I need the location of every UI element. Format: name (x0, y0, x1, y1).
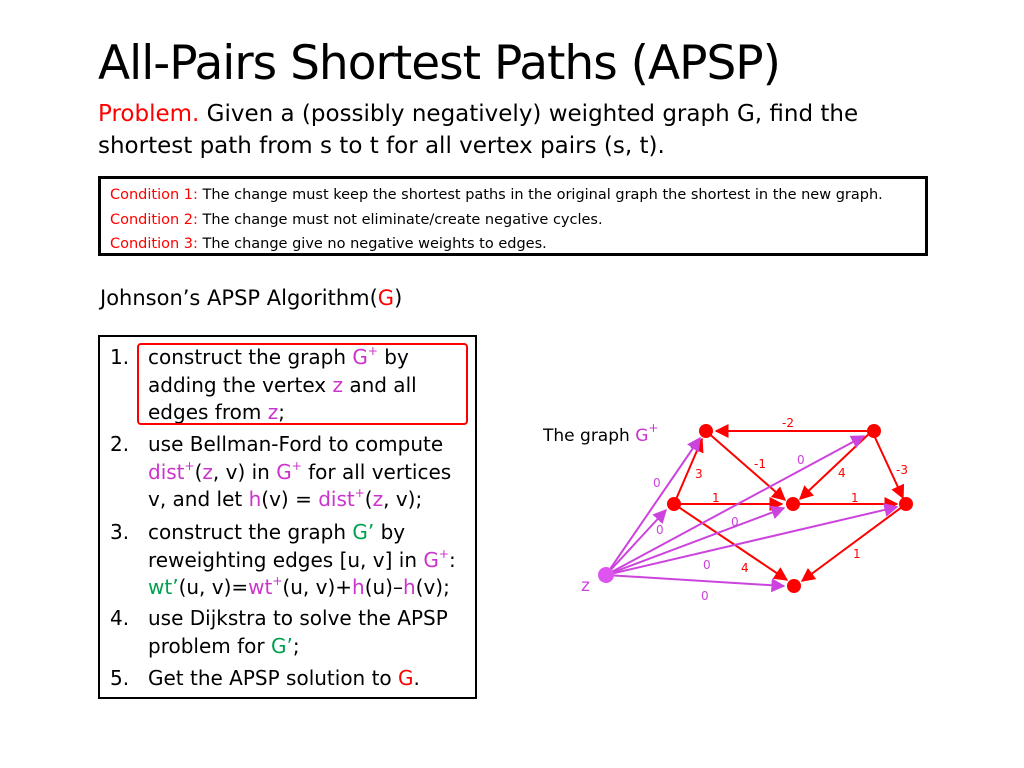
weight-label: 0 (653, 476, 661, 490)
graph-caption-text: The graph (543, 426, 636, 446)
weight-label: 0 (703, 558, 711, 572)
edge-z-c (606, 510, 666, 575)
graph-caption-g: G (635, 426, 649, 446)
vertex-e (899, 497, 913, 511)
step-number: 1. (110, 345, 130, 369)
edge-a-d (706, 431, 785, 500)
weight-label: 0 (701, 589, 709, 603)
step-number: 4. (110, 606, 130, 630)
vertex-z-label: z (581, 576, 590, 596)
condition-label: Condition 1: (110, 187, 198, 203)
vertex-c (667, 497, 681, 511)
step-text: use Bellman-Ford to compute dist+(z, v) in G+ for all vertices v, and let h(v) = dist+(z, v); (148, 432, 452, 511)
weight-label: 4 (741, 561, 749, 575)
condition-text: The change must not eliminate/create negative cycles. (202, 211, 603, 228)
edge-z-f (606, 575, 784, 586)
algorithm-title-suffix: ) (394, 286, 403, 310)
problem-text-line2: shortest path from s to t for all vertex pairs (s, t). (98, 133, 665, 159)
algorithm-title-arg: G (377, 286, 395, 310)
weight-label: -2 (782, 416, 794, 430)
edge-e-f (802, 504, 906, 581)
algorithm-title-prefix: Johnson’s APSP Algorithm( (100, 286, 378, 310)
step-number: 2. (110, 432, 130, 456)
problem-text-line1: Given a (possibly negatively) weighted graph G, find the (199, 101, 859, 127)
graph-caption-sup: + (648, 421, 659, 435)
edge-z-a (606, 438, 700, 575)
vertex-f (787, 579, 801, 593)
step-number: 3. (110, 520, 130, 544)
step-text: construct the graph G’ by reweighting edges [u, v] in G+: wt’(u, v)=wt+(u, v)+h(u)–h(v); (148, 520, 456, 599)
edge-z-e (606, 507, 897, 575)
condition-text: The change must keep the shortest paths in the original graph the shortest in the new graph. (202, 187, 883, 203)
weight-label: 0 (731, 515, 739, 529)
vertex-a (699, 424, 713, 438)
weight-label: 1 (851, 491, 859, 505)
weight-label: 4 (838, 466, 846, 480)
vertex-d (786, 497, 800, 511)
weight-label: -3 (896, 463, 908, 477)
problem-label: Problem. (98, 101, 200, 127)
weight-label: 3 (695, 467, 703, 481)
weight-label: 1 (853, 547, 861, 561)
step-number: 5. (110, 666, 130, 690)
condition-label: Condition 3: (110, 236, 198, 252)
step-text: use Dijkstra to solve the APSP problem for G’; (148, 606, 448, 658)
weight-label: 0 (656, 523, 664, 537)
condition-text: The change give no negative weights to edges. (202, 236, 547, 252)
step-text: Get the APSP solution to G. (148, 666, 420, 690)
weight-label: -1 (754, 457, 766, 471)
weight-label: 1 (712, 491, 720, 505)
vertex-z (598, 567, 614, 583)
vertex-b (867, 424, 881, 438)
slide-title: All-Pairs Shortest Paths (APSP) (98, 36, 780, 91)
step-text: construct the graph G+ by adding the vertex z and all edges from z; (148, 344, 417, 424)
condition-label: Condition 2: (110, 211, 198, 228)
weight-label: 0 (797, 453, 805, 467)
